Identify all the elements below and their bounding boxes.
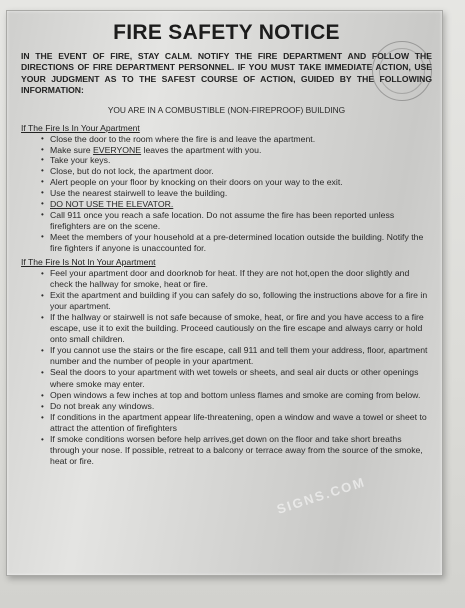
- list-item: • Take your keys.: [41, 155, 432, 166]
- seal-logo-icon: [372, 41, 432, 101]
- list-item: • Open windows a few inches at top and bottom unless flames and smoke are coming from below.: [41, 390, 432, 401]
- section-heading-in-apartment: If The Fire Is In Your Apartment: [21, 122, 140, 133]
- list-item-text: Make sure: [50, 144, 93, 155]
- list-item: • Do not break any windows.: [41, 401, 432, 412]
- list-item: • If smoke conditions worsen before help arrives,get down on the floor and take short breaths through your nose. If possible, retreat to a balcony or terrace away from the source of the smoke, heat or fire.: [41, 434, 432, 467]
- watermark: SIGNS.COM: [274, 474, 368, 517]
- emphasis-everyone: EVERYONE: [92, 144, 142, 155]
- list-item-everyone: [41, 145, 432, 156]
- list-item-no-elevator: • DO NOT USE THE ELEVATOR.: [41, 199, 432, 210]
- list-in-apartment: [21, 134, 432, 254]
- list-item: • Feel your apartment door and doorknob for heat. If they are not hot,open the door slightly and check the hallway for smoke, heat or fire.: [41, 268, 432, 290]
- list-item: • Close the door to the room where the fire is and leave the apartment.: [41, 134, 432, 145]
- list-item: • Use the nearest stairwell to leave the building.: [41, 188, 432, 199]
- list-item: • If conditions in the apartment appear life-threatening, open a window and wave a towel or sheet to attract the attention of firefighters: [41, 412, 432, 434]
- list-item: • Meet the members of your household at a pre-determined location outside the building. Notify the fire fighters if anyone is unaccounted for.: [41, 232, 432, 254]
- list-item: • Exit the apartment and building if you can safely do so, following the instructions above for a fire in your apartment.: [41, 290, 432, 312]
- list-item: • Seal the doors to your apartment with wet towels or sheets, and seal air ducts or other openings where smoke may enter.: [41, 367, 432, 389]
- list-item: • Call 911 once you reach a safe location. Do not assume the fire has been reported unless firefighters are on the scene.: [41, 210, 432, 232]
- fire-safety-sign: [6, 10, 443, 576]
- list-item: • If you cannot use the stairs or the fire escape, call 911 and tell them your address, floor, apartment number and the number of people in your apartment.: [41, 345, 432, 367]
- sign-title: FIRE SAFETY NOTICE: [113, 21, 340, 44]
- list-item-text: leaves the apartment with you.: [141, 144, 262, 155]
- list-not-in-apartment: [21, 268, 432, 468]
- building-type: YOU ARE IN A COMBUSTIBLE (NON-FIREPROOF) BUILDING: [107, 104, 346, 115]
- list-item: • If the hallway or stairwell is not safe because of smoke, heat, or fire and you have access to a fire escape, use it to exit the building. Proceed cautiously on the fire escape and always carry or hold onto small children.: [41, 312, 432, 345]
- list-item: • Alert people on your floor by knocking on their doors on your way to the exit.: [41, 177, 432, 188]
- section-heading-not-in-apartment: If The Fire Is Not In Your Apartment: [21, 256, 156, 267]
- intro-text: IN THE EVENT OF FIRE, STAY CALM. NOTIFY THE FIRE DEPARTMENT AND FOLLOW THE DIRECTIONS OF FIRE DEPARTMENT PERSONNEL. IF YOU MUST TAKE IMMEDIATE ACTION, USE YOUR JUDGMENT AS TO THE SAFEST COURSE OF ACTION, GUIDED BY THE FOLLOWING INFORMATION:: [21, 51, 432, 96]
- list-item: • Close, but do not lock, the apartment door.: [41, 166, 432, 177]
